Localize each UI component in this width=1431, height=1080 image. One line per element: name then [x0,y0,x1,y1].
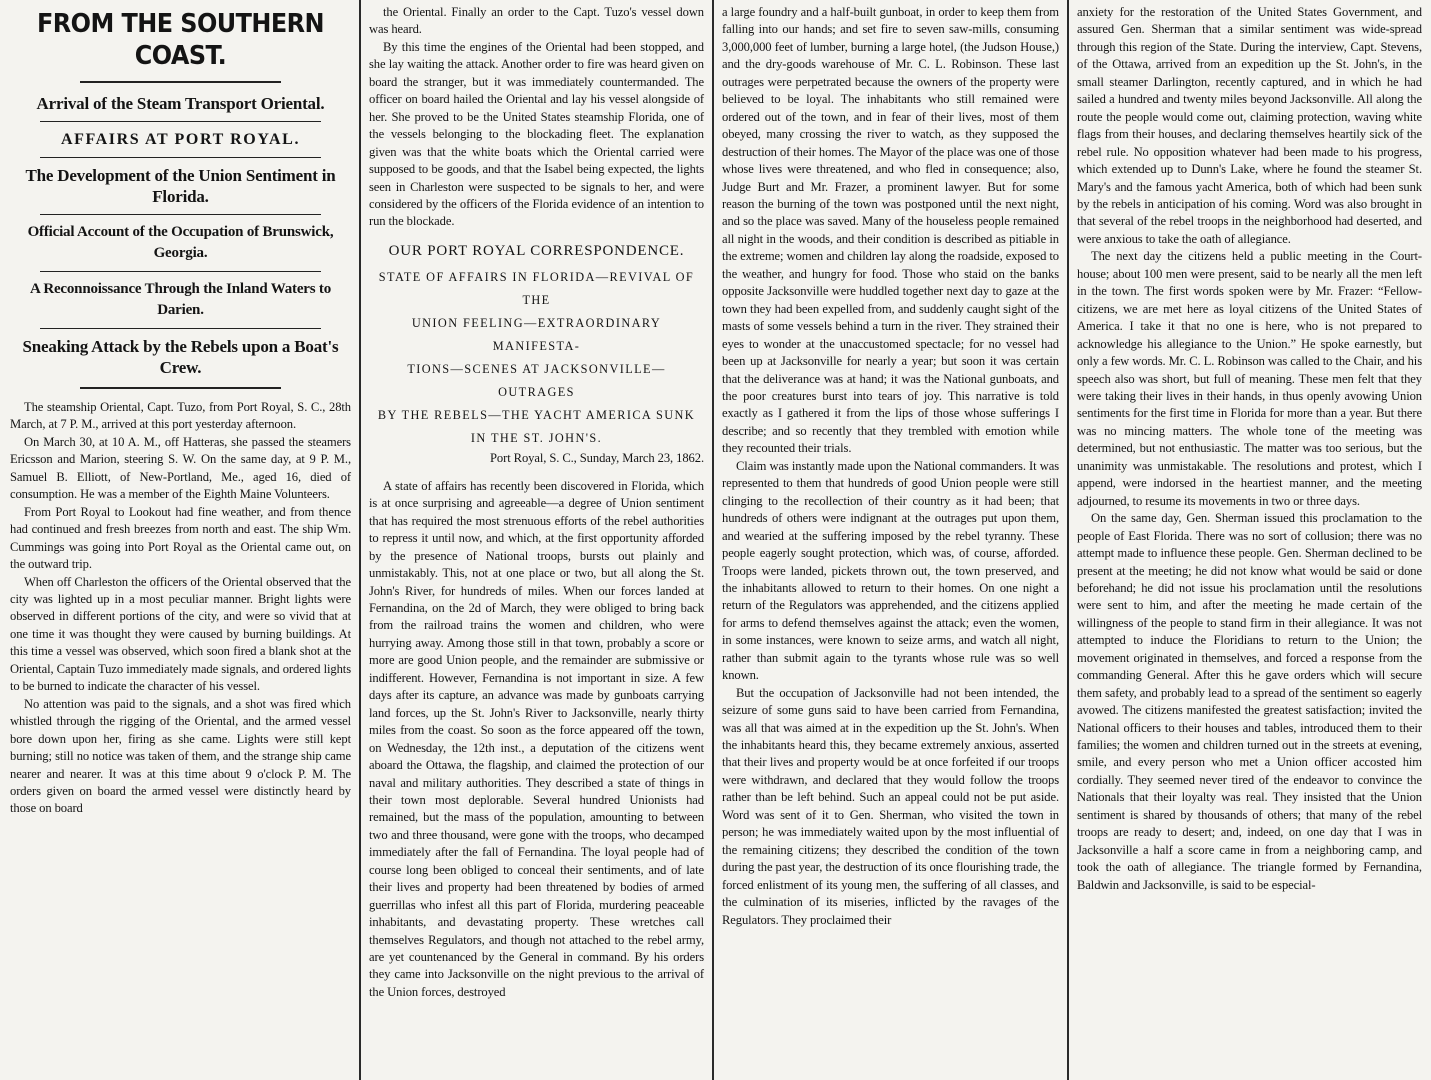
correspondence-subhead: STATE OF AFFAIRS IN FLORIDA—REVIVAL OF THE [378,270,695,308]
headline-reconnoissance: A Reconnoissance Through the Inland Waters to Darien. [29,281,332,318]
correspondence-subhead: UNION FEELING—EXTRAORDINARY MANIFESTA- [411,316,662,354]
masthead: FROM THE SOUTHERN COAST. [37,9,324,71]
headline-port-royal: AFFAIRS AT PORT ROYAL. [60,131,301,148]
correspondence-subhead: BY THE REBELS—THE YACHT AMERICA SUNK [377,408,696,423]
headline-sneaking-attack: Sneaking Attack by the Rebels upon a Boat's Crew. [22,337,339,377]
article-paragraph: Claim was instantly made upon the National commanders. It was represented to them that hundreds of good Union people were still clinging to the recollection of their country as it had been; that hundreds of others were indignant at the outrages put upon them, and wearied at the suffering imposed by the rebel tyranny. These people eagerly sought protection, which was, of course, afforded. Troops were landed, pickets thrown out, the town preserved, and the inhabitants allowed to return to their homes. On one night a return of the Regulators was apprehended, and the citizens applied for arms to defend themselves against the attack; even the women, in some instances, were known to seize arms, and watch all night, rather than submit again to the tyrants whose rule was so well known. [722,458,1059,683]
article-paragraph: anxiety for the restoration of the United States Government, and assured Gen. Sherman that a similar sentiment was wide-spread through this region of the State. During the interview, Capt. Stevens, of the Ottawa, arrived from an expedition up the St. John's, in the small steamer Darlington, recently captured, and in which he had sailed a hundred and twenty miles beyond Jacksonville. All along the route the people would come out, claiming protection, waving white flags from their houses, and declaring themselves heartily sick of the rebel rule. No opposition whatever had been made to his progress, which extended up to Dunn's Lake, where he found the steamer St. Mary's and the famous yacht America, both of which had been sunk by the rebels in anticipation of his coming. Word was also brought in that several of the rebel troops in the neighborhood had deserted, and were anxious to take the oath of allegiance. [1077,5,1422,246]
column-4 [1068,0,1431,1080]
headline-divider [40,271,321,272]
headline-brunswick: Official Account of the Occupation of Brunswick, Georgia. [27,224,334,261]
article-paragraph: the Oriental. Finally an order to the Capt. Tuzo's vessel down was heard. [369,5,704,37]
headline-divider [40,157,321,158]
headline-union-sentiment: The Development of the Union Sentiment in Florida. [25,166,336,206]
article-paragraph: The next day the citizens held a public meeting in the Court-house; about 100 men were present, said to be nearly all the men left in the town. The first words spoken were by Mr. Frazer: “Fellow-citizens, we are met here as loyal citizens of the United States of America. I take it that no one is here, who is not prepared to acknowledge his allegiance to the Union.” He spoke earnestly, but only a few words. Mr. C. L. Robinson was called to the Chair, and his speech also was short, but full of meaning. These men felt that they were taking their lives in their hands, in thus openly avowing Union sentiments for the first time in Florida for more than a year. But there was no mincing matters. The whole tone of the meeting was determined, but not enthusiastic. The matter was too serious, but the unanimity was unmistakable. The resolutions and protest, which I append, were indorsed in the heartiest manner, and the meeting adjourned, to resume its movements in two or three days. [1077,249,1422,508]
article-paragraph: a large foundry and a half-built gunboat, in order to keep them from falling into our hands; and set fire to seven saw-mills, consuming 3,000,000 feet of lumber, burning a large hotel, (the Judson House,) and the dry-goods warehouse of Mr. C. L. Robinson. These last outrages were perpetrated because the owners of the property were believed to be loyal. The inhabitants who still remained were ordered out of the town, and in fear of their lives, most of them obeyed, many crossing the river to watch, as they supposed the destruction of their homes. The Mayor of the place was one of those whose lives were threatened, and who fled in consequence; also, Judge Burt and Mr. Frazer, a prominent lawyer. But for some reason the burning of the town was postponed until the next night, and so the place was saved. Many of the houseless people remained all night in the woods, and their condition is described as pitiable in the extreme; women and children lay along the roadside, exposed to the weather, and hungry for food. Those who staid on the banks opposite Jacksonville were huddled together next day to gaze at the town they had been expelled from, and suddenly caught sight of the masts of some vessels behind a turn in the river. They strained their eyes to wonder at the unaccustomed spectacle; for no vessel had been up at Jacksonville for nearly a year; but soon it was certain that the deliverance was at hand; it was the National gunboats, and the poor creatures burst into tears of joy. This narrative is told exactly as I gathered it from the lips of those whose sufferings I describe; and so recently that they trembled with emotion while they recounted their trials. [722,5,1059,456]
column-1 [0,0,360,1080]
article-paragraph: By this time the engines of the Oriental had been stopped, and she lay waiting the attack. Another order to fire was heard given on board the stranger, but it was immediately countermanded. The officer on board hailed the Oriental and lay his vessel alongside of her. She proved to be the United States steamship Florida, one of the vessels belonging to the blockading fleet. The explanation given was that the white boats which the Oriental carried were supposed to be goods, and that the Isabel being expected, the lights seen in Charleston were suspected to be signals to her, and were considered by the officers of the Florida evidence of an intention to run the blockade. [369,39,704,229]
article-paragraph: On March 30, at 10 A. M., off Hatteras, she passed the steamers Ericsson and Marion, steering S. W. On the same day, at 9 P. M., Samuel B. Elliott, of New-Portland, Me., aged 16, died of consumption. He was a member of the Eighth Maine Volunteers. [10,434,351,502]
article-paragraph: A state of affairs has recently been discovered in Florida, which is at once surprising and agreeable—a degree of Union sentiment that has required the most strenuous efforts of the rebel authorities to repress it until now, and which, at the first opportunity afforded by the presence of National troops, bursts out plainly and unmistakably. This, not at one place or two, but all along the St. John's River, for hundreds of miles. When our forces landed at Fernandina, on the 2d of March, they were obliged to bring back from the railroad trains the women and children, who were hurrying away. Among those still in that town, probably a score or more are good Union people, and the remainder are submissive or indifferent. However, Fernandina is not important in size. A few days after its capture, an advance was made by gunboats carrying land forces, up the St. John's River to Jacksonville, nearly thirty miles from the coast. So soon as the force appeared off the town, on Wednesday, the 12th inst., a deputation of the citizens went aboard the Ottawa, the flagship, and claimed the protection of our naval and military authorities. They described a state of things in their town most deplorable. Several hundred Unionists had remained, but the mass of the population, amounting to between two and three thousand, were gone with the troops, who decamped immediately after the fall of Fernandina. The loyal people had of course long been obliged to conceal their sentiments, and of late their lives and property had been threatened by bodies of armed guerrillas who infest all this part of Florida, murdering peaceable inhabitants, and devastating property. These wretches call themselves Regulators, and though not attached to the rebel army, are yet countenanced by the General in command. By his orders they came into Jacksonville on the night previous to the arrival of the Union forces, destroyed [369,478,704,999]
masthead-rule [80,81,281,83]
column-3 [713,0,1068,1080]
correspondence-title: OUR PORT ROYAL CORRESPONDENCE. [388,242,685,259]
headline-end-rule [80,387,281,389]
headline-arrival: Arrival of the Steam Transport Oriental. [36,94,325,113]
article-paragraph: From Port Royal to Lookout had fine weather, and from thence had continued and fresh breezes from north and east. The ship Wm. Cummings was going into Port Royal as the Oriental came out, on the outward trip. [10,504,351,572]
correspondence-subhead: IN THE ST. JOHN'S. [470,431,603,446]
correspondence-dateline: Port Royal, S. C., Sunday, March 23, 1862. [490,451,704,466]
headline-divider [40,328,321,329]
article-paragraph: The steamship Oriental, Capt. Tuzo, from Port Royal, S. C., 28th March, at 7 P. M., arrived at this port yesterday afternoon. [10,400,351,432]
correspondence-subhead: TIONS—SCENES AT JACKSONVILLE—OUTRAGES [407,362,666,400]
column-2 [360,0,713,1080]
article-paragraph: But the occupation of Jacksonville had not been intended, the seizure of some guns said to have been carried from Fernandina, was all that was aimed at in the expedition up the St. John's. When the inhabitants heard this, they became extremely anxious, asserted that their lives and property would be at once forfeited if our troops were withdrawn, and declared that they would follow the troops rather than be left behind. Such an appeal could not be put aside. Word was sent of it to Gen. Sherman, who visited the town in person; he was immediately waited upon by the most influential of the remaining citizens; they described the condition of the town during the past year, the destruction of its once flourishing trade, the forced enlistment of its young men, the suffering of all classes, and the culmination of its miseries, inflicted by the ravages of the Regulators. They proclaimed their [722,685,1059,927]
article-paragraph: On the same day, Gen. Sherman issued this proclamation to the people of East Florida. There was no sort of collusion; there was no attempt made to influence these people. Gen. Sherman declined to be present at the meeting; he did not know what would be said or done beforehand; he did not issue his proclamation until the resolutions were sent to him, and after the meeting he made certain of the willingness of the people to stand firm in their allegiance. It was not attempted to induce the Floridians to return to the Union; the movement originated in themselves, and forced a response from the commanding General. After this he gave orders which will secure them safety, and probably lead to a spread of the sentiment so eagerly avowed. The citizens manifested the greatest satisfaction; invited the National officers to their houses and tables, introduced them to their families; the women and children turned out in the streets at evening, smile, and every person who met a Union officer accosted him cordially. They seemed never tired of the endeavor to convince the Nationals that their loyalty was real. They insisted that the Union sentiment is shared by thousands of others; that many of the rebel troops are ready to desert; and, indeed, on one day that I was in Jacksonville a half a score came in from a neighboring camp, and took the oath of allegiance. The triangle formed by Fernandina, Baldwin and Jacksonville, is said to be especial- [1077,511,1422,892]
article-paragraph: When off Charleston the officers of the Oriental observed that the city was lighted up in a most peculiar manner. Bright lights were observed in different portions of the city, and were so vivid that at one time it was thought they were caused by burning buildings. At this time a vessel was observed, which soon fired a blank shot at the Oriental, Captain Tuzo immediately made signals, and ordered lights to be burned to indicate the character of his vessel. [10,574,351,694]
headline-divider [40,214,321,215]
headline-divider [40,121,321,122]
article-paragraph: No attention was paid to the signals, and a shot was fired which whistled through the rigging of the Oriental, and the armed vessel bore down upon her, firing as she came. Lights were still kept burning; still no notice was taken of them, and the strange ship came nearer and nearer. It was at this time about 9 o'clock P. M. The orders given on board the armed vessel were distinctly heard by those on board [10,696,351,816]
